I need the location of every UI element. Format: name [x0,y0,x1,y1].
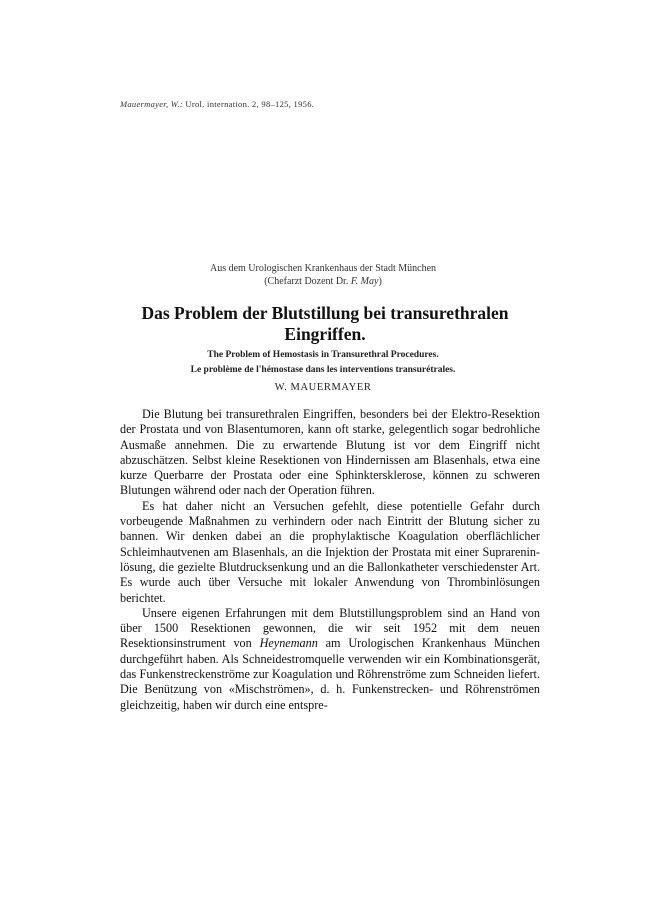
instrument-inventor-name: Heynemann [259,636,318,651]
citation-reference: Urol. internation. 2, 98–125, 1956. [185,99,315,109]
subtitle-english: The Problem of Hemostasis in Transurethral Procedures. [207,350,439,360]
paragraph-1: Die Blutung bei transurethralen Eingriffen, besonders bei der Elektro-Resektion der Prostata und von Blasentumoren, kann oft starke, gelegentlich sogar bedrohliche Ausmaße annehmen. Die zu erwartende Blutung ist vor dem Eingriff nicht abzuschätzen. Selbst kleine Resektionen von Hindernissen am Blasenhals, etwa eine kurze Querbarre der Prostata oder eine Sphinktersklerose, können zu schweren Blutungen während oder nach der Operation führen. [120,407,540,498]
body-text [120,407,540,713]
subtitles-block [0,348,646,378]
chief-suffix: ) [378,276,382,287]
paragraph-2: Es hat daher nicht an Versuchen gefehlt, diese potentielle Gefahr durch vorbeugende Maßnahmen zu verhindern oder nach Eintritt der Blutung sicher zu bannen. Wir denken dabei an die prophylaktische Koagulation oberflächlicher Schleimhautvenen am Blasenhals, an die Injektion der Prostata mit einer Suprarenin-lösung, die gezielte Blutdrucksenkung und an die Ballonkatheter verschiedenster Art. Es wurde auch über Versuche mit lokaler Anwendung von Thrombinlösungen berichtet. [120,498,540,605]
chief-prefix: (Chefarzt Dozent Dr. [264,276,349,287]
paragraph-3 [120,606,540,713]
chief-name: F. May [350,276,379,287]
citation-line [120,99,314,109]
paper-title: Das Problem der Blutstillung bei transurethralen Eingriffen. [141,303,509,344]
institution-chief [0,275,646,288]
paper-author: W. MAUERMAYER [274,382,372,393]
paragraph-3-start: Unsere eigenen Erfahrungen mit dem Blutstillungsproblem sind an Hand von über 1500 Resektionen gewonnen, die wir seit 1952 mit dem neuen Resektionsinstrument von [120,605,540,651]
subtitle-french: Le problème de l'hémostase dans les interventions transurétrales. [190,365,456,375]
citation-author: Mauermayer, W.: [120,99,183,109]
institution-name: Aus dem Urologischen Krankenhaus der Stadt München [209,263,437,274]
institution-block [0,262,646,288]
paragraph-3-end: am Urologischen Krankenhaus München durchgeführt haben. Als Schneidestromquelle verwenden wir ein Kombinationsgerät, das Funkenstreckenströme zur Koagulation und Röhrenströme zum Schneiden liefert. Die Benützung von «Mischströmen», d. h. Funkenstrecken- und Röhrenströmen gleichzeitig, haben wir durch eine entspre- [120,636,541,712]
